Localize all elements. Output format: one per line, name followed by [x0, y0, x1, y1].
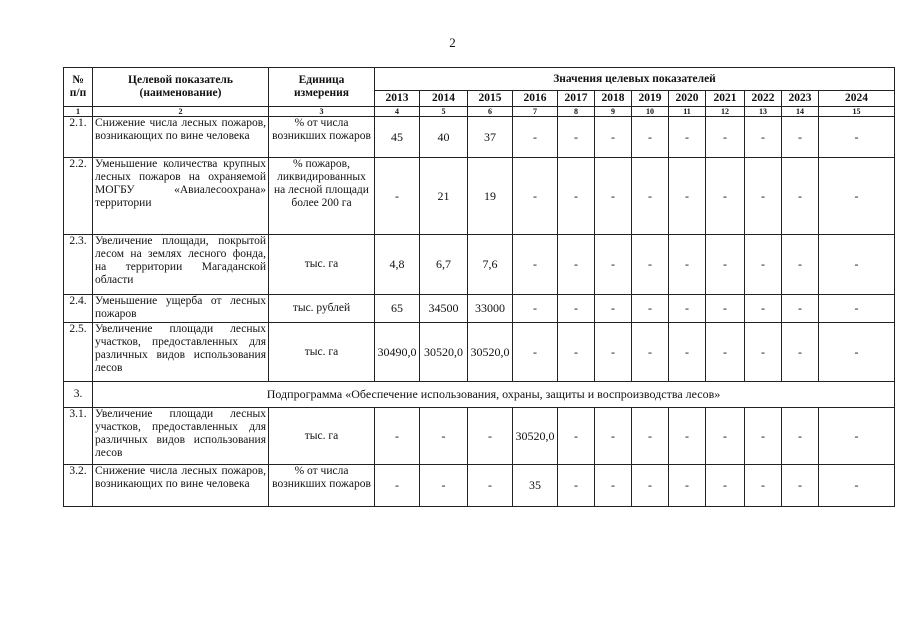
indicator-value: -	[632, 117, 669, 158]
indicator-value: -	[706, 295, 745, 323]
indicator-value: -	[669, 323, 706, 382]
header-unit: Единица измерения	[269, 68, 375, 107]
indicator-value: -	[595, 408, 632, 465]
indicator-value: 65	[375, 295, 420, 323]
column-index: 7	[513, 107, 558, 117]
unit-of-measure: тыс. га	[269, 235, 375, 295]
unit-of-measure: % пожаров, ликвидированных на лесной площади более 200 га	[269, 158, 375, 235]
indicator-value: -	[375, 408, 420, 465]
indicator-value: -	[375, 158, 420, 235]
indicator-value: -	[468, 408, 513, 465]
indicator-name: Увеличение площади лесных участков, предоставленных для различных видов использования лесов	[93, 323, 269, 382]
indicator-value: -	[632, 295, 669, 323]
indicator-value: -	[706, 158, 745, 235]
column-index: 14	[782, 107, 819, 117]
column-index: 1	[64, 107, 93, 117]
indicator-value: -	[632, 323, 669, 382]
indicator-value: 19	[468, 158, 513, 235]
year-header: 2019	[632, 91, 669, 107]
year-header: 2013	[375, 91, 420, 107]
indicator-value: -	[595, 117, 632, 158]
column-index: 5	[420, 107, 468, 117]
column-index: 12	[706, 107, 745, 117]
row-number: 2.1.	[64, 117, 93, 158]
indicator-value: -	[782, 117, 819, 158]
year-header: 2016	[513, 91, 558, 107]
column-index: 8	[558, 107, 595, 117]
indicator-value: -	[706, 323, 745, 382]
page-number: 2	[449, 35, 456, 50]
indicator-value: -	[819, 408, 895, 465]
year-header: 2023	[782, 91, 819, 107]
indicator-value: -	[706, 235, 745, 295]
indicator-value: -	[558, 323, 595, 382]
header-name: Целевой показатель (наименование)	[93, 68, 269, 107]
indicator-value: -	[745, 323, 782, 382]
table-row	[64, 295, 895, 323]
column-index: 15	[819, 107, 895, 117]
subprogram-row	[64, 382, 895, 408]
indicator-value: -	[513, 295, 558, 323]
indicator-value: 40	[420, 117, 468, 158]
column-index: 13	[745, 107, 782, 117]
indicator-value: -	[706, 465, 745, 507]
table-row	[64, 235, 895, 295]
year-header: 2018	[595, 91, 632, 107]
indicator-value: -	[669, 295, 706, 323]
year-header: 2017	[558, 91, 595, 107]
indicator-value: -	[745, 235, 782, 295]
year-header: 2022	[745, 91, 782, 107]
unit-of-measure: % от числа возникших пожаров	[269, 465, 375, 507]
indicator-value: -	[558, 158, 595, 235]
indicator-value: -	[782, 408, 819, 465]
indicator-value: -	[782, 465, 819, 507]
indicator-value: 6,7	[420, 235, 468, 295]
table-row	[64, 323, 895, 382]
indicator-value: -	[819, 465, 895, 507]
year-header: 2014	[420, 91, 468, 107]
column-index: 6	[468, 107, 513, 117]
indicator-value: -	[558, 408, 595, 465]
column-index: 4	[375, 107, 420, 117]
indicator-value: 4,8	[375, 235, 420, 295]
indicator-value: 45	[375, 117, 420, 158]
indicator-value: -	[375, 465, 420, 507]
indicator-value: -	[595, 295, 632, 323]
indicator-value: 34500	[420, 295, 468, 323]
indicator-value: -	[706, 117, 745, 158]
subprogram-title: Подпрограмма «Обеспечение использования, охраны, защиты и воспроизводства лесов»	[93, 382, 895, 408]
unit-of-measure: тыс. рублей	[269, 295, 375, 323]
indicator-value: 30520,0	[513, 408, 558, 465]
unit-of-measure: тыс. га	[269, 323, 375, 382]
indicator-value: -	[468, 465, 513, 507]
indicator-value: -	[706, 408, 745, 465]
indicator-value: -	[513, 323, 558, 382]
indicator-value: -	[558, 235, 595, 295]
unit-of-measure: % от числа возникших пожаров	[269, 117, 375, 158]
indicator-value: -	[632, 465, 669, 507]
indicator-value: -	[745, 158, 782, 235]
indicator-value: -	[513, 235, 558, 295]
indicator-value: -	[595, 235, 632, 295]
indicator-name: Уменьшение ущерба от лесных пожаров	[93, 295, 269, 323]
indicator-value: 30490,0	[375, 323, 420, 382]
indicator-value: -	[595, 158, 632, 235]
indicator-value: 7,6	[468, 235, 513, 295]
indicator-value: -	[745, 465, 782, 507]
indicator-value: -	[782, 158, 819, 235]
column-index: 10	[632, 107, 669, 117]
indicator-value: -	[513, 158, 558, 235]
indicator-value: -	[745, 408, 782, 465]
indicator-value: -	[595, 323, 632, 382]
header-values: Значения целевых показателей	[375, 68, 895, 91]
table-row	[64, 158, 895, 235]
target-indicators-table	[63, 67, 895, 507]
indicator-value: -	[558, 117, 595, 158]
indicator-name: Уменьшение количества крупных лесных пожаров на охраняемой МОГБУ «Авиалесоохрана» территории	[93, 158, 269, 235]
indicator-name: Снижение числа лесных пожаров, возникающих по вине человека	[93, 117, 269, 158]
indicator-value: -	[558, 295, 595, 323]
indicator-value: -	[420, 465, 468, 507]
year-header: 2024	[819, 91, 895, 107]
row-number: 3.2.	[64, 465, 93, 507]
indicator-value: -	[420, 408, 468, 465]
row-number: 2.2.	[64, 158, 93, 235]
indicator-value: -	[819, 158, 895, 235]
indicator-value: -	[669, 235, 706, 295]
indicator-value: -	[819, 117, 895, 158]
year-header: 2020	[669, 91, 706, 107]
indicator-value: -	[632, 235, 669, 295]
row-number: 3.1.	[64, 408, 93, 465]
year-header: 2015	[468, 91, 513, 107]
indicator-value: -	[595, 465, 632, 507]
indicator-value: 35	[513, 465, 558, 507]
indicator-value: -	[669, 465, 706, 507]
indicator-value: -	[745, 117, 782, 158]
indicator-value: 21	[420, 158, 468, 235]
column-index: 2	[93, 107, 269, 117]
row-number: 2.3.	[64, 235, 93, 295]
header-num: № п/п	[64, 68, 93, 107]
indicator-value: -	[669, 117, 706, 158]
indicator-value: -	[632, 408, 669, 465]
indicator-value: -	[819, 235, 895, 295]
row-number: 2.5.	[64, 323, 93, 382]
column-index: 9	[595, 107, 632, 117]
unit-of-measure: тыс. га	[269, 408, 375, 465]
row-number: 2.4.	[64, 295, 93, 323]
indicator-name: Увеличение площади лесных участков, предоставленных для различных видов использования лесов	[93, 408, 269, 465]
indicator-value: -	[745, 295, 782, 323]
indicator-name: Увеличение площади, покрытой лесом на землях лесного фонда, на территории Магаданской области	[93, 235, 269, 295]
column-index: 3	[269, 107, 375, 117]
indicator-value: -	[669, 158, 706, 235]
indicator-value: -	[782, 323, 819, 382]
indicator-value: -	[819, 323, 895, 382]
indicator-value: 30520,0	[420, 323, 468, 382]
table-row	[64, 117, 895, 158]
indicator-value: 37	[468, 117, 513, 158]
year-header: 2021	[706, 91, 745, 107]
indicator-name: Снижение числа лесных пожаров, возникающих по вине человека	[93, 465, 269, 507]
indicator-value: 33000	[468, 295, 513, 323]
indicator-value: -	[513, 117, 558, 158]
indicator-value: 30520,0	[468, 323, 513, 382]
indicator-value: -	[819, 295, 895, 323]
indicator-value: -	[782, 295, 819, 323]
table-row	[64, 465, 895, 507]
section-number: 3.	[64, 382, 93, 408]
indicator-value: -	[558, 465, 595, 507]
column-index: 11	[669, 107, 706, 117]
indicator-value: -	[782, 235, 819, 295]
indicator-value: -	[632, 158, 669, 235]
indicator-value: -	[669, 408, 706, 465]
table-row	[64, 408, 895, 465]
